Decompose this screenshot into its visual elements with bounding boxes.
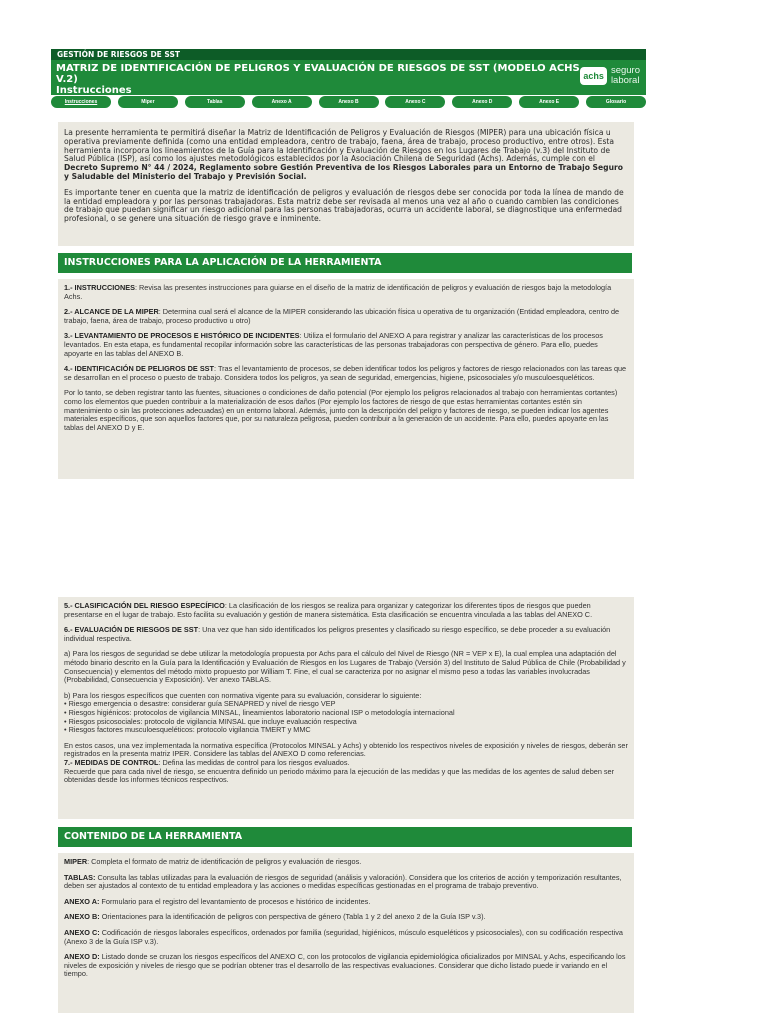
tab-anexo-a[interactable]: Anexo A <box>252 96 312 108</box>
instruction-6c-text: En estos casos, una vez implementada la normativa específica (Protocolos MINSAL y Achs) y obtenido los respectivos niveles de exposición y niveles de riesgos, deberán ser registrados en la presenta matriz IPER. Considere las tablas del ANEXO D como referencias. <box>64 740 628 759</box>
instruction-6b-item: • Riesgos higiénicos: protocolos de vigilancia MINSAL, lineamientos laboratorio nacional ISP o metodología internacional <box>64 707 455 717</box>
intro-panel <box>58 122 634 246</box>
instruction-5-text: : La clasificación de los riesgos se realiza para organizar y categorizar los diferentes tipos de riesgos que pueden presentarse en el lugar de trabajo. Esto facilita su evaluación y gestión de manera sistemática. Esta clasificación se encuentra vinculada a las tablas del ANEXO C. <box>64 601 593 619</box>
instruction-5-label: 5.- CLASIFICACIÓN DEL RIESGO ESPECÍFICO <box>64 601 225 610</box>
instruction-6-label: 6.- EVALUACIÓN DE RIESGOS DE SST <box>64 625 199 635</box>
instruction-5 <box>64 602 628 619</box>
instruction-6c <box>64 742 628 785</box>
tab-anexo-d[interactable]: Anexo D <box>452 96 512 108</box>
achs-logo-text <box>611 66 640 86</box>
instruction-2-text: : Determina cual será el alcance de la MIPER considerando las ubicación física u operativa de tu organización (Entidad empleadora, centro de trabajo, faena, área de trabajo, proceso productivo u otro) <box>64 307 620 325</box>
brand-line-1: seguro <box>610 65 640 76</box>
sheet-tabs <box>51 96 646 108</box>
content-miper-label: MIPER <box>64 857 88 866</box>
content-anexo-c-text: Codificación de riesgos laborales específicos, ordenados por familia (seguridad, higiénicos, músculo esqueléticos y psicosociales), con su codificación respectiva (Anexo 3 de la Guía ISP v.3). <box>64 927 623 946</box>
instruction-1 <box>64 284 628 301</box>
instruction-4-more: Por lo tanto, se deben registrar tanto las fuentes, situaciones o condiciones de daño potencial (Por ejemplo los peligros relacionados al trabajo con herramientas cortantes) como los elementos que pueden contribuir a la materialización de esos daños (Por ejemplo los factores de riesgo de que estas herramientas cortantes estén sin mantenimiento o sin las protecciones adecuadas) en un entorno laboral. Además, junto con la descripción del peligro y factores de riesgo, se pueden indicar los agentes materiales específicos, que son aquellos factores que, por su naturaleza peligrosa, pueden contribuir a la generación de un accidente. Para ello, puedes apoyarte en las tablas del ANEXO D y E. <box>64 388 618 432</box>
instruction-6 <box>64 626 628 643</box>
content-anexo-b-text: Orientaciones para la identificación de peligros con perspectiva de género (Tabla 1 y 2 del anexo 2 de la Guía ISP v.3). <box>99 912 486 922</box>
instruction-7-more: Recuerde que para cada nivel de riesgo, se encuentra definido un periodo máximo para la ejecución de las medidas y que las medidas de los agentes de salud deben ser obtenidas desde los informes técnicos respectivos. <box>64 766 615 785</box>
tab-instrucciones[interactable]: Instrucciones <box>51 96 111 108</box>
instruction-2 <box>64 308 628 325</box>
content-anexo-a-text: Formulario para el registro del levantamiento de procesos e histórico de incidentes. <box>99 896 371 906</box>
content-anexo-c-label: ANEXO C: <box>64 927 100 937</box>
instruction-1-label: 1.- INSTRUCCIONES <box>64 283 135 292</box>
content-miper-text: : Completa el formato de matriz de identificación de peligros y evaluación de riesgos. <box>87 857 362 866</box>
header-kicker: GESTIÓN DE RIESGOS DE SST <box>51 49 646 60</box>
instruction-6b-intro: b) Para los riesgos específicos que cuenten con normativa vigente para su evaluación, considerar lo siguiente: <box>64 690 422 700</box>
tab-glosario[interactable]: Glosario <box>586 96 646 108</box>
instruction-3-text: : Utiliza el formulario del ANEXO A para registrar y analizar las características de los procesos levantados. En esta etapa, es fundamental recopilar información sobre las características de las personas trabajadoras con perspectiva de género. Para ello, puedes apoyarte en las tablas del ANEXO B. <box>64 331 603 358</box>
content-anexo-d-label: ANEXO D: <box>64 952 100 962</box>
instructions-panel-continued <box>58 597 634 819</box>
intro-paragraph-1 <box>64 129 628 182</box>
page-subtitle: Instrucciones <box>56 85 132 95</box>
tab-anexo-c[interactable]: Anexo C <box>385 96 445 108</box>
tab-tablas[interactable]: Tablas <box>185 96 245 108</box>
instruction-4-text: : Tras el levantamiento de procesos, se deben identificar todos los peligros y factores de riesgo relacionados con las tareas que se desarrollan en el proceso o puesto de trabajo. Considera todos los peligros, ya sean de seguridad, emergencias, higiene, psicosociales y/o musculoesqueléticos. <box>64 364 627 382</box>
section-content-title: CONTENIDO DE LA HERRAMIENTA <box>58 827 632 847</box>
instruction-2-label: 2.- ALCANCE DE LA MIPER <box>64 307 159 317</box>
content-anexo-d <box>64 953 628 979</box>
instruction-7-text: : Defina las medidas de control para los riesgos evaluados. <box>158 757 350 767</box>
tab-anexo-e[interactable]: Anexo E <box>519 96 579 108</box>
instruction-6b-item: • Riesgos factores musculoesqueléticos: protocolo vigilancia TMERT y MMC <box>64 725 311 735</box>
content-anexo-a <box>64 898 628 907</box>
content-anexo-c <box>64 929 628 946</box>
instructions-panel <box>58 279 634 479</box>
brand-line-2: laboral <box>610 75 640 86</box>
instruction-3-label: 3.- LEVANTAMIENTO DE PROCESOS E HISTÓRICO DE INCIDENTES <box>64 331 300 341</box>
page-title <box>51 60 646 95</box>
content-anexo-d-text: Listado donde se cruzan los riesgos específicos del ANEXO C, con los protocolos de vigilancia epidemiológica oficializados por MINSAL y Achs, especificando los niveles de exposición y niveles de riesgo que se podrían obtener tras el desarrollo de las respectivas evaluaciones. Considerar que dicho listado puede ir variando en el tiempo. <box>64 952 626 979</box>
tab-anexo-b[interactable]: Anexo B <box>319 96 379 108</box>
content-anexo-a-label: ANEXO A: <box>64 896 100 906</box>
instruction-6b-item: • Riesgo emergencia o desastre: considerar guía SENAPRED y nivel de riesgo VEP <box>64 699 336 709</box>
tab-miper[interactable]: Miper <box>118 96 178 108</box>
content-tablas-label: TABLAS: <box>64 872 96 882</box>
achs-logo-badge: achs <box>580 67 607 85</box>
instruction-4-label: 4.- IDENTIFICACIÓN DE PELIGROS DE SST <box>64 364 215 374</box>
instruction-3 <box>64 332 628 358</box>
instruction-7-label: 7.- MEDIDAS DE CONTROL <box>64 757 159 767</box>
intro-paragraph-2: Es importante tener en cuenta que la matriz de identificación de peligros y evaluación de riesgos debe ser conocida por toda la línea de mando de la entidad empleadora y por las personas trabajadoras. Esta matriz debe ser revisada al menos una vez al año o cuando cambien las condiciones de trabajo que puedan significar un riesgo adicional para las personas trabajadoras, ocurra un accidente laboral, se diagnostique una enfermedad profesional, o se genere una situación de riesgo grave e inminente. <box>64 187 624 224</box>
instruction-6b-item: • Riesgos psicosociales: protocolo de vigilancia MINSAL que incluye evaluación respectiva <box>64 716 357 726</box>
header-banner <box>51 49 646 95</box>
page-title-text: MATRIZ DE IDENTIFICACIÓN DE PELIGROS Y EVALUACIÓN DE RIESGOS DE SST (MODELO ACHS V.2) <box>56 63 580 85</box>
content-miper <box>64 858 628 867</box>
content-tablas-text: Consulta las tablas utilizadas para la evaluación de riesgos de seguridad (análisis y valoración). Considera que los criterios de acción y temporización resultantes, deben ser ajustados al contexto de tu entidad empleadora y las acciones o medidas específicas gestionadas en el programa de trabajo preventivo. <box>64 872 622 891</box>
content-anexo-b-label: ANEXO B: <box>64 912 100 922</box>
instruction-6b <box>64 692 628 735</box>
instruction-4 <box>64 365 628 382</box>
content-anexo-b <box>64 913 628 922</box>
intro-p1-text: La presente herramienta te permitirá diseñar la Matriz de Identificación de Peligros y Evaluación de Riesgos (MIPER) para una ubicación física u operativa previamente definida (como una entidad empleadora, centro de trabajo, faena, área de trabajo, proceso productivo, entre otros). Esta herramienta incorpora los lineamientos de la Guía para la Identificación y Evaluación de Riesgos en los Lugares de Trabajo (v.3) del Instituto de Salud Pública (ISP), así como los ajustes metodológicos establecidos por la Asociación Chilena de Seguridad (Achs). Además, cumple con el <box>64 128 615 164</box>
content-panel <box>58 853 634 1013</box>
achs-logo <box>580 66 640 86</box>
section-instructions-title: INSTRUCCIONES PARA LA APLICACIÓN DE LA HERRAMIENTA <box>58 253 632 273</box>
intro-p1-bold: Decreto Supremo N° 44 / 2024, Reglamento sobre Gestión Preventiva de los Riesgos Laborales para un Entorno de Trabajo Seguro y Saludable del Ministerio del Trabajo y Previsión Social. <box>64 163 623 181</box>
instruction-1-text: : Revisa las presentes instrucciones para guiarse en el diseño de la matriz de identificación de peligros y evaluación de riesgos bajo la metodología Achs. <box>64 283 612 301</box>
instruction-6-text: : Una vez que han sido identificados los peligros presentes y clasificado su riesgo específico, se debe proceder a su evaluación individual respectiva. <box>64 625 611 643</box>
content-tablas <box>64 874 628 891</box>
instruction-6a: a) Para los riesgos de seguridad se debe utilizar la metodología propuesta por Achs para el cálculo del Nivel de Riesgo (NR = VEP x E), la cual emplea una adaptación del método binario descrito en la Guía para la Identificación y Evaluación de Riesgos en los Lugares de Trabajo (Versión 3) del Instituto de Salud Pública de Chile (Probabilidad y Consecuencia) y elementos del método mixto propuesto por William T. Fine, el cual se caracteriza por no asignar el mismo peso a todas las variables involucradas (Probabilidad, Consecuencia y Exposición). Ver anexo TABLAS. <box>64 649 626 685</box>
